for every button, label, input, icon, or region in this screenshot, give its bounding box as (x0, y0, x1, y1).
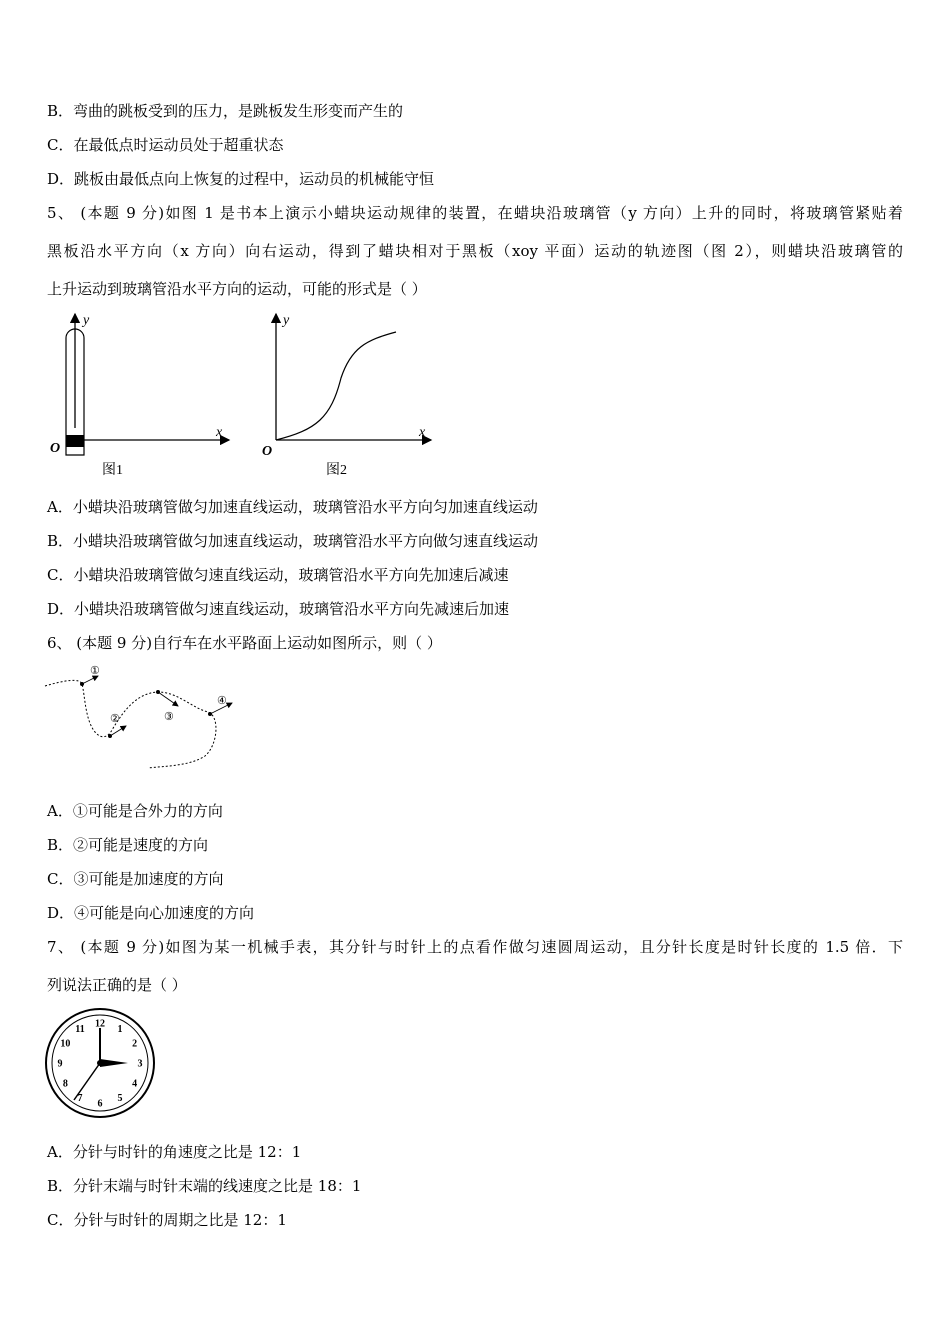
clock-number: 5 (117, 1093, 123, 1105)
label-4: ④ (217, 695, 227, 707)
clock-number: 10 (60, 1038, 71, 1050)
trajectory-curve (276, 332, 396, 440)
q6-option-c: C．③可能是加速度的方向 (47, 870, 224, 888)
wax-block (66, 435, 84, 447)
q6-option-a: A．①可能是合外力的方向 (47, 802, 223, 820)
arrow-2 (110, 726, 126, 736)
origin-label: O (262, 444, 273, 459)
q7-watch-figure (42, 1006, 160, 1122)
q7-option-a: A．分针与时针的角速度之比是 12：1 (47, 1143, 302, 1161)
label-1: ① (90, 665, 100, 677)
q5-figure-2 (256, 308, 446, 483)
clock-number: 12 (95, 1018, 105, 1030)
clock-number: 3 (137, 1058, 143, 1070)
label-3: ③ (164, 711, 174, 723)
clock-number: 11 (75, 1023, 85, 1035)
clock-number: 2 (132, 1038, 138, 1050)
q5-stem-line1: 5、 (本题 9 分)如图 1 是书本上演示小蜡块运动规律的装置，在蜡块沿玻璃管（y 方向）上升的同时，将玻璃管紧贴着 (47, 204, 903, 222)
watch-center-pin (97, 1060, 103, 1066)
clock-number: 1 (117, 1023, 123, 1035)
q5-option-a: A．小蜡块沿玻璃管做匀加速直线运动，玻璃管沿水平方向匀加速直线运动 (47, 498, 538, 516)
q5-option-d: D．小蜡块沿玻璃管做匀速直线运动，玻璃管沿水平方向先减速后加速 (47, 600, 510, 618)
q7-option-b: B．分针末端与时针末端的线速度之比是 18：1 (47, 1177, 362, 1195)
label-2: ② (110, 713, 120, 725)
q7-option-c: C．分针与时针的周期之比是 12：1 (47, 1211, 287, 1229)
y-axis-label: y (283, 313, 290, 328)
q4-option-c: C．在最低点时运动员处于超重状态 (47, 136, 284, 154)
arrow-1 (82, 676, 98, 684)
x-axis-label: x (419, 425, 426, 440)
q6-bicycle-path-figure (40, 660, 250, 775)
x-axis-label: x (216, 425, 223, 440)
q6-stem: 6、 (本题 9 分)自行车在水平路面上运动如图所示，则（ ） (47, 634, 442, 652)
q4-option-d: D．跳板由最低点向上恢复的过程中，运动员的机械能守恒 (47, 170, 435, 188)
arrow-3 (158, 692, 178, 706)
q5-stem-line2: 黑板沿水平方向（x 方向）向右运动，得到了蜡块相对于黑板（xoy 平面）运动的轨迹图（图 2），则蜡块沿玻璃管的 (47, 242, 903, 260)
dotted-path (45, 680, 216, 768)
clock-number: 7 (77, 1093, 83, 1105)
clock-number: 4 (132, 1078, 138, 1090)
q6-option-d: D．④可能是向心加速度的方向 (47, 904, 255, 922)
figure-1-caption: 图1 (102, 463, 123, 478)
y-axis-label: y (83, 313, 90, 328)
q5-option-c: C．小蜡块沿玻璃管做匀速直线运动，玻璃管沿水平方向先加速后减速 (47, 566, 509, 584)
q5-stem-line3: 上升运动到玻璃管沿水平方向的运动，可能的形式是（ ） (47, 280, 427, 298)
q6-option-b: B．②可能是速度的方向 (47, 836, 209, 854)
q7-stem-line2: 列说法正确的是（ ） (47, 976, 187, 994)
clock-number: 8 (62, 1078, 68, 1090)
origin-label: O (50, 441, 61, 456)
q7-stem-line1: 7、 (本题 9 分)如图为某一机械手表，其分针与时针上的点看作做匀速圆周运动，且分针长度是时针长度的 1.5 倍．下 (47, 938, 903, 956)
figure-2-caption: 图2 (326, 463, 347, 478)
q4-option-b: B．弯曲的跳板受到的压力，是跳板发生形变而产生的 (47, 102, 404, 120)
q5-figure-1 (44, 308, 244, 483)
clock-number: 9 (57, 1058, 63, 1070)
clock-number: 6 (97, 1098, 103, 1110)
q5-option-b: B．小蜡块沿玻璃管做匀加速直线运动，玻璃管沿水平方向做匀速直线运动 (47, 532, 539, 550)
